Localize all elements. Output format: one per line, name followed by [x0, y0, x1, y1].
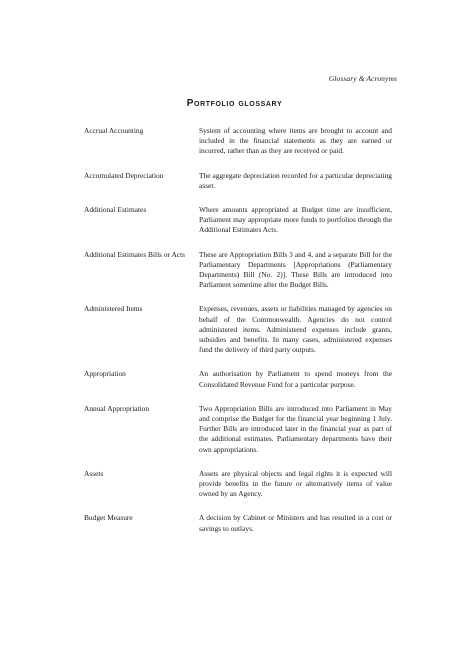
- glossary-term: Administered Items: [84, 304, 143, 314]
- glossary-term: Assets: [84, 468, 104, 478]
- glossary-list: [84, 126, 392, 548]
- glossary-entry: [84, 126, 392, 157]
- glossary-term: Accumulated Depreciation: [84, 170, 164, 180]
- glossary-definition: Where amounts appropriated at Budget time are insufficient, Parliament may appropriate more funds to portfolios through the Additional Estimates Acts.: [199, 205, 392, 235]
- glossary-term: Additional Estimates: [84, 205, 147, 215]
- glossary-definition: These are Appropriation Bills 3 and 4, and a separate Bill for the Parliamentary Departments [Appropriations (Parliamentary Departments) Bill (No. 2)]. These Bills are introduced into Parliament sometime after the Budget Bills.: [199, 249, 392, 290]
- glossary-definition: A decision by Cabinet or Ministers and has resulted in a cost or savings to outlays.: [199, 513, 392, 533]
- glossary-definition: Assets are physical objects and legal rights it is expected will provide benefits in the future or alternatively items of value owned by an Agency.: [199, 468, 392, 499]
- glossary-definition: Two Appropriation Bills are introduced into Parliament in May and comprise the Budget for the financial year beginning 1 July. Further Bills are introduced later in the financial year as part of the additional estimates. Parliamentary departments have their own appropriations.: [199, 403, 392, 454]
- glossary-definition: Expenses, revenues, assets or liabilities managed by agencies on behalf of the Commonwealth. Agencies do not control administered items. Administered expenses include grants, subsidies and benefits. In many cases, administered expenses fund the delivery of third party outputs.: [199, 304, 392, 355]
- glossary-term: Accrual Accounting: [84, 126, 144, 135]
- glossary-definition: An authorisation by Parliament to spend moneys from the Consolidated Revenue Fund for a particular purpose.: [199, 369, 392, 389]
- page-title: Portfolio glossary: [186, 98, 283, 109]
- glossary-entry: [84, 369, 392, 389]
- glossary-term: Additional Estimates Bills or Acts: [84, 249, 186, 259]
- glossary-entry: [84, 469, 392, 500]
- glossary-entry: [84, 171, 392, 191]
- glossary-entry: [84, 250, 392, 291]
- glossary-term: Budget Measure: [84, 513, 133, 523]
- glossary-entry: [84, 205, 392, 236]
- glossary-term: Annual Appropriation: [84, 403, 150, 413]
- glossary-entry: [84, 513, 392, 533]
- glossary-definition: The aggregate depreciation recorded for a particular depreciating asset.: [199, 170, 392, 190]
- glossary-entry: [84, 404, 392, 455]
- glossary-entry: [84, 304, 392, 355]
- glossary-definition: System of accounting where items are brought to account and included in the financial statements as they are earned or incurred, rather than as they are received or paid.: [199, 126, 392, 156]
- running-head: Glossary & Acronyms: [328, 74, 397, 83]
- glossary-term: Appropriation: [84, 369, 126, 379]
